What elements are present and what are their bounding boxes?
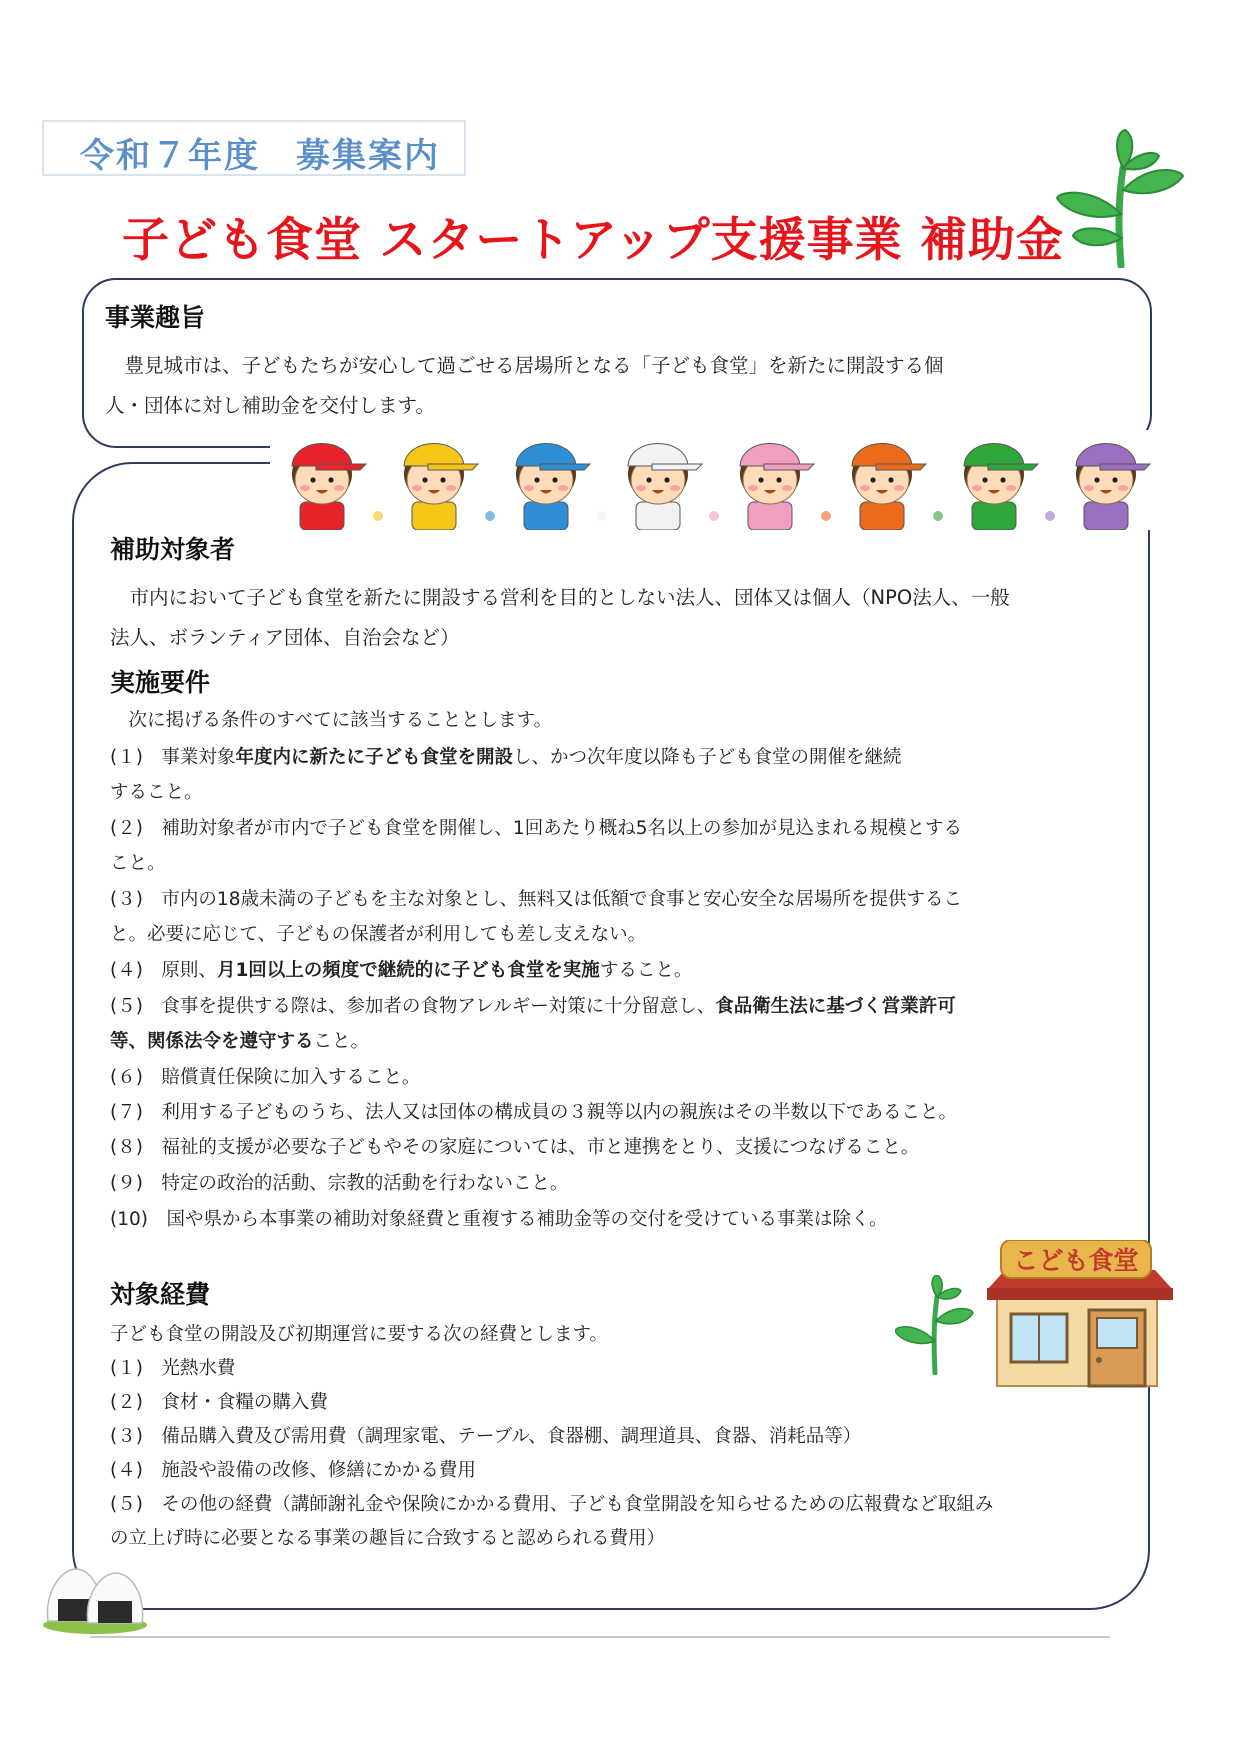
purpose-line-1: 豊見城市は、子どもたちが安心して過ごせる居場所となる「子ども食堂」を新たに開設する個 (105, 354, 944, 377)
children-illustration (270, 430, 1170, 530)
onigiri-illustration (40, 1555, 150, 1635)
decor-dot (597, 511, 607, 521)
page-title: 子ども食堂 スタートアップ支援事業 補助金 (122, 213, 1065, 268)
requirement-9: (９) 特定の政治的活動、宗教的活動を行わないこと。 (110, 1173, 569, 1194)
expense-3: (３) 備品購入費及び需用費（調理家電、テーブル、食器棚、調理道具、食器、消耗品等） (110, 1426, 862, 1447)
shop-sign-text: こども食堂 (1013, 1246, 1139, 1275)
sprout-icon (1055, 128, 1185, 268)
decor-dot (709, 511, 719, 521)
eligible-line-1: 市内において子ども食堂を新たに開設する営利を目的としない法人、団体又は個人（NPO法人、一般 (110, 586, 1010, 609)
requirement-10: (10) 国や県から本事業の補助対象経費と重複する補助金等の交付を受けている事業は除く。 (110, 1209, 888, 1230)
requirement-8: (８) 福祉的支援が必要な子どもやその家庭については、市と連携をとり、支援につなげること。 (110, 1137, 920, 1158)
requirement-5: (５) 食事を提供する際は、参加者の食物アレルギー対策に十分留意し、食品衛生法に基づく営業許可 (110, 996, 956, 1017)
requirement-3-cont: と。必要に応じて、子どもの保護者が利用しても差し支えない。 (110, 924, 647, 945)
requirement-3: (３) 市内の18歳未満の子どもを主な対象とし、無料又は低額で食事と安心安全な居場所を提供するこ (110, 889, 962, 910)
requirement-1-cont: すること。 (110, 782, 203, 803)
decor-dot (485, 511, 495, 521)
requirement-2-cont: こと。 (110, 853, 166, 874)
expense-5-cont: の立上げ時に必要となる事業の趣旨に合致すると認められる費用） (110, 1528, 666, 1549)
expenses-heading: 対象経費 (110, 1280, 211, 1309)
requirement-2: (２) 補助対象者が市内で子ども食堂を開催し、1回あたり概ね5名以上の参加が見込まれる規模とする (110, 818, 962, 839)
eligible-line-2: 法人、ボランティア団体、自治会など） (110, 626, 460, 649)
requirement-5-cont: 等、関係法令を遵守すること。 (110, 1031, 370, 1052)
requirement-7: (７) 利用する子どものうち、法人又は団体の構成員の３親等以内の親族はその半数以下であること。 (110, 1102, 957, 1123)
expense-5: (５) その他の経費（講師謝礼金や保険にかかる費用、子ども食堂開設を知らせるための広報費など取組み (110, 1494, 994, 1515)
purpose-line-2: 人・団体に対し補助金を交付します。 (105, 394, 435, 417)
expense-1: (１) 光熱水費 (110, 1358, 236, 1379)
shop-illustration (985, 1240, 1175, 1390)
requirement-4: (４) 原則、月1回以上の頻度で継続的に子ども食堂を実施すること。 (110, 960, 693, 981)
requirements-heading: 実施要件 (110, 668, 211, 697)
purpose-heading: 事業趣旨 (105, 303, 206, 332)
expense-2: (２) 食材・食糧の購入費 (110, 1392, 328, 1413)
bottom-divider (90, 1636, 1110, 1638)
decor-dot (373, 511, 383, 521)
year-label: 令和７年度 募集案内 (80, 136, 440, 176)
requirements-intro: 次に掲げる条件のすべてに該当することとします。 (110, 710, 553, 731)
requirement-6: (６) 賠償責任保険に加入すること。 (110, 1067, 421, 1088)
decor-dot (933, 511, 943, 521)
decor-dot (1045, 511, 1055, 521)
eligible-heading: 補助対象者 (110, 535, 236, 564)
expense-4: (４) 施設や設備の改修、修繕にかかる費用 (110, 1460, 476, 1481)
small-sprout-icon (895, 1275, 975, 1375)
requirement-1: (１) 事業対象年度内に新たに子ども食堂を開設し、かつ次年度以降も子ども食堂の開催を継続 (110, 747, 902, 768)
decor-dot (821, 511, 831, 521)
expenses-intro: 子ども食堂の開設及び初期運営に要する次の経費とします。 (110, 1324, 609, 1345)
